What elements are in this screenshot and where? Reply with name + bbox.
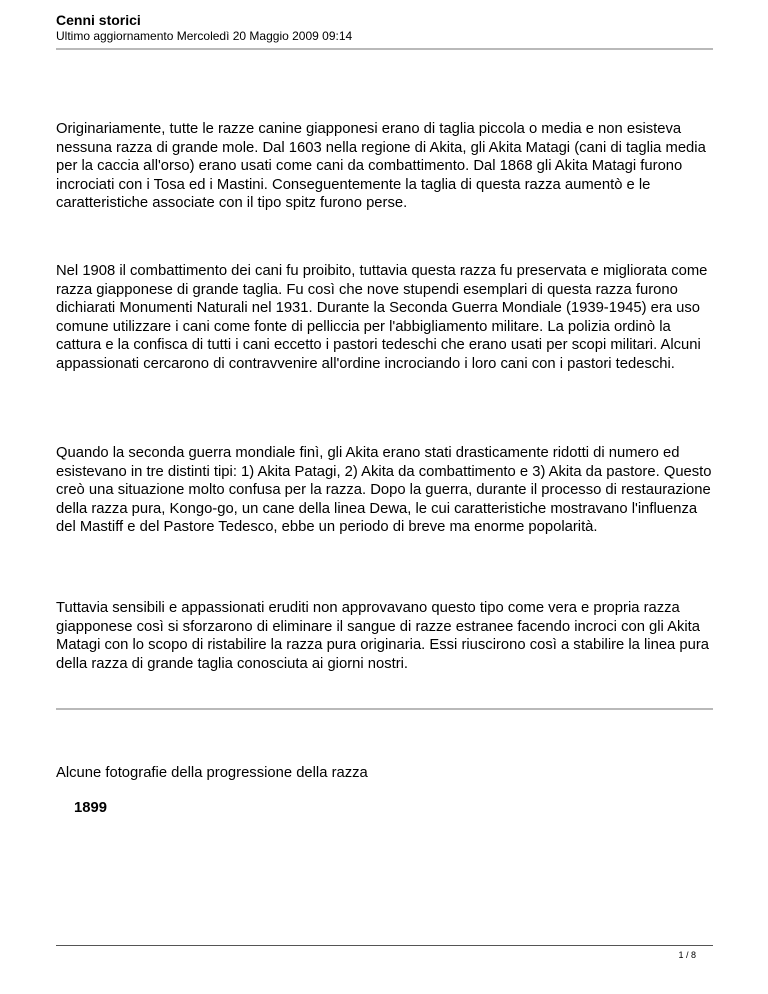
header-divider — [56, 48, 713, 50]
history-paragraph-3: Quando la seconda guerra mondiale finì, gli Akita erano stati drasticamente ridotti di numero ed esistevano in tre distinti tipi: 1) Akita Patagi, 2) Akita da combattimento e 3) Akita da pastore. Questo creò una situazione molto confusa per la razza. Dopo la guerra, durante il processo di restaurazione della razza pura, Kongo-go, un cane della linea Dewa, le cui caratteristiche mostravano l'influenza del Mastiff e del Pastore Tedesco, ebbe un periodo di breve ma enorme popolarità. — [56, 445, 712, 535]
section-divider — [56, 708, 713, 710]
history-paragraph-4: Tuttavia sensibili e appassionati eruditi non approvavano questo tipo come vera e propria razza giapponese così si sforzarono di eliminare il sangue di razze estranee facendo incroci con gli Akita Matagi con lo scopo di ristabilire la razza pura originaria. Essi riuscirono così a stabilire la linea pura della razza di grande taglia conosciuta ai giorni nostri. — [56, 600, 710, 672]
footer-divider — [56, 945, 713, 946]
history-paragraph-2: Nel 1908 il combattimento dei cani fu proibito, tuttavia questa razza fu preservata e migliorata come razza giapponese di grande taglia. Fu così che nove stupendi esemplari di questa razza furono dichiarati Monumenti Naturali nel 1931. Durante la Seconda Guerra Mondiale (1939-1945) era uso comune utilizzare i cani come fonte di pelliccia per l'abbigliamento militare. La polizia ordinò la cattura e la confisca di tutti i cani eccetto i pastori tedeschi che erano usati per scopi militari. Alcuni appassionati cercarono di contravvenire all'ordine incrociando i loro cani con i pastori tedeschi. — [56, 263, 708, 372]
page-number: 1 / 8 — [678, 950, 696, 960]
page-title: Cenni storici — [56, 12, 141, 28]
page-header — [56, 12, 713, 44]
history-paragraph-1: Originariamente, tutte le razze canine giapponesi erano di taglia piccola o media e non esisteva nessuna razza di grande mole. Dal 1603 nella regione di Akita, gli Akita Matagi (cani di taglia media per la caccia all'orso) erano usati come cani da combattimento. Dal 1868 gli Akita Matagi furono incrociati con i Tosa ed i Mastini. Conseguentemente la taglia di questa razza aumentò e le caratteristiche associate con il tipo spitz furono perse. — [56, 121, 706, 211]
year-label: 1899 — [74, 800, 107, 816]
last-updated: Ultimo aggiornamento Mercoledì 20 Maggio 2009 09:14 — [56, 29, 353, 43]
photos-caption: Alcune fotografie della progressione della razza — [56, 765, 368, 781]
